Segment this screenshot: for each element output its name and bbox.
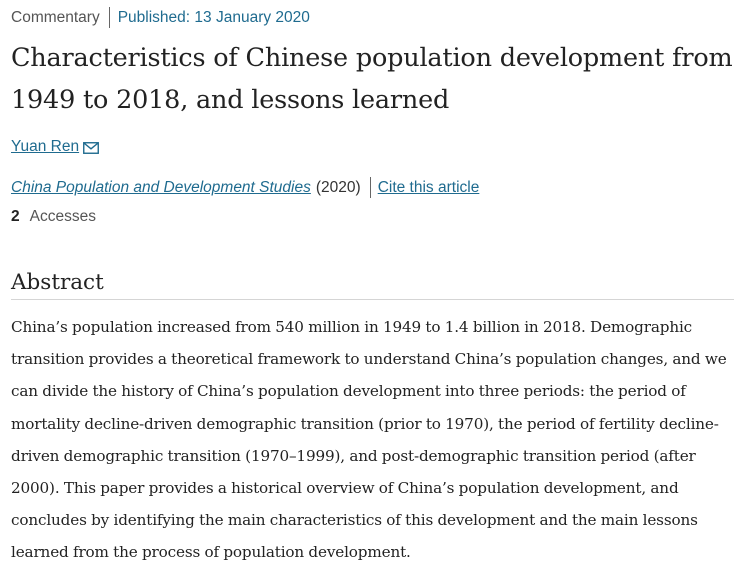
- author-list: [11, 137, 99, 157]
- journal-link[interactable]: China Population and Development Studies: [11, 178, 311, 196]
- abstract-divider: [11, 299, 734, 300]
- abstract-text: China’s population increased from 540 million in 1949 to 1.4 billion in 2018. Demographic transition provides a theoretical framework to understand China’s population changes, and we can divide the history of China’s population development into three periods: the period of mortality decline-driven demographic transition (prior to 1970), the period of fertility decline-driven demographic transition (1970–1999), and post-demographic transition period (after 2000). This paper provides a historical overview of China’s population development, and concludes by identifying the main characteristics of this development and the main lessons learned from the process of population development.: [11, 318, 727, 562]
- journal-year: (2020): [315, 178, 361, 196]
- article-title: Characteristics of Chinese population development from 1949 to 2018, and lessons learned: [11, 43, 733, 115]
- abstract-heading: Abstract: [11, 270, 104, 295]
- author-link[interactable]: Yuan Ren: [11, 138, 80, 155]
- article-meta: [11, 7, 310, 28]
- article-metrics: [11, 207, 96, 227]
- journal-divider: [370, 177, 371, 198]
- cite-article-link[interactable]: Cite this article: [377, 178, 480, 196]
- published-date: Published: 13 January 2020: [117, 8, 310, 26]
- meta-divider: [109, 7, 110, 28]
- article-type: Commentary: [11, 8, 100, 26]
- mail-icon[interactable]: [83, 140, 99, 152]
- accesses-count: 2: [11, 208, 20, 225]
- accesses-label: Accesses: [29, 208, 96, 225]
- journal-info: [11, 177, 479, 198]
